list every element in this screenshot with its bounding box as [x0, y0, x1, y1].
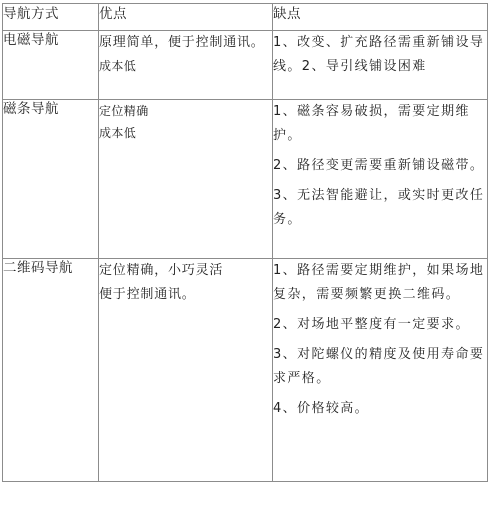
method-cell	[3, 100, 99, 259]
table-row	[3, 100, 488, 259]
pros-cell	[99, 259, 273, 482]
pro-item: 便于控制通讯。	[99, 287, 196, 302]
cons-cell	[273, 100, 488, 259]
pro-item: 定位精确，小巧灵活	[99, 263, 224, 278]
header-cons: 缺点	[273, 4, 488, 31]
con-item: 1、路径需要定期维护，如果场地复杂，需要频繁更换二维码。	[273, 263, 485, 302]
method-name: 二维码导航	[3, 260, 73, 276]
con-item: 1、改变、扩充路径需重新铺设导线。2、导引线铺设困难	[273, 35, 485, 74]
cons-cell	[273, 259, 488, 482]
pros-cell	[99, 100, 273, 259]
pros-cell	[99, 31, 273, 100]
header-pros: 优点	[99, 4, 273, 31]
pro-item: 定位精确	[99, 104, 149, 118]
navigation-comparison-table	[2, 3, 488, 482]
method-cell	[3, 31, 99, 100]
con-item: 2、路径变更需要重新铺设磁带。	[273, 158, 485, 173]
pro-item: 成本低	[99, 59, 137, 73]
header-row	[3, 4, 488, 31]
con-item: 3、无法智能避让，或实时更改任务。	[273, 188, 485, 227]
header-method: 导航方式	[3, 4, 99, 31]
con-item: 3、对陀螺仪的精度及使用寿命要求严格。	[273, 347, 485, 386]
con-item: 1、磁条容易破损，需要定期维护。	[273, 104, 470, 143]
table-row	[3, 259, 488, 482]
con-item: 2、对场地平整度有一定要求。	[273, 317, 470, 332]
con-item: 4、价格较高。	[273, 401, 370, 416]
pro-item: 原理简单，便于控制通讯。	[99, 35, 265, 50]
cons-cell	[273, 31, 488, 100]
method-cell	[3, 259, 99, 482]
method-name: 电磁导航	[3, 32, 59, 48]
table-row	[3, 31, 488, 100]
method-name: 磁条导航	[3, 101, 59, 117]
pro-item: 成本低	[99, 126, 137, 140]
